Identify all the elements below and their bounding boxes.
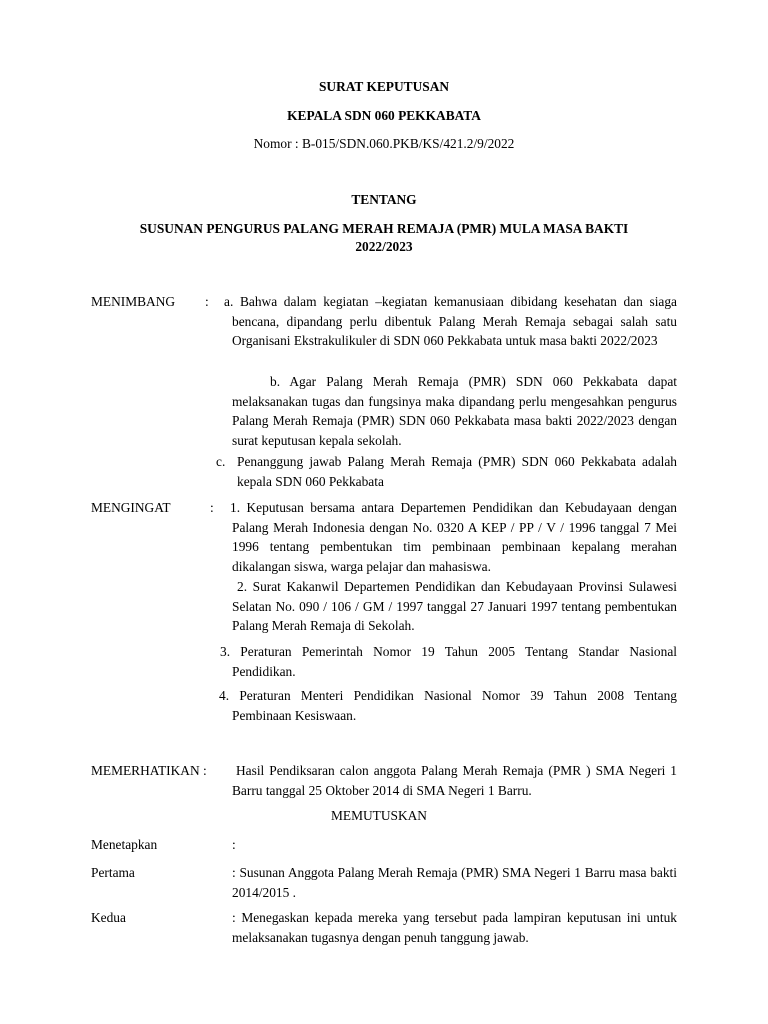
subject-line-2: 2022/2023 (355, 239, 413, 254)
menimbang-item-c-marker: c. (216, 454, 226, 469)
mengingat-item-2: 2. Surat Kakanwil Departemen Pendidikan dan Kebudayaan Provinsi Sulawesi Selatan No. 090 / 106 / GM / 1997 tanggal 27 Januari 1997 tentang pembentukan Palang Merah Remaja di Sekolah. (232, 579, 677, 633)
menimbang-item-a: a. Bahwa dalam kegiatan –kegiatan kemanusiaan dibidang kesehatan dan siaga bencana, dipandang perlu dibentuk Palang Merah Remaja sebagai salah satu Organisani Ekstrakulikuler di SDN 060 Pekkabata untuk masa bakti 2022/2023 (224, 294, 677, 348)
menetapkan-label: Menetapkan (91, 837, 158, 852)
memerhatikan-text: Hasil Pendiksaran calon anggota Palang Merah Remaja (PMR ) SMA Negeri 1 Barru tanggal 25 Oktober 2014 di SMA Negeri 1 Barru. (232, 763, 677, 798)
pertama-text: : Susunan Anggota Palang Merah Remaja (PMR) SMA Negeri 1 Barru masa bakti 2014/2015 . (232, 865, 677, 900)
about-heading: TENTANG (351, 192, 417, 207)
mengingat-item-1: 1. Keputusan bersama antara Departemen Pendidikan dan Kebudayaan dengan Palang Merah Indonesia dengan No. 0320 A KEP / PP / V / 1996 tanggal 7 Mei 1996 tentang pembentukan tim pembinaan pembinaan kepalang merahan dikalangan siswa, warga pelajar dan mahasiswa. (230, 500, 677, 574)
kedua-label: Kedua (91, 910, 126, 925)
mengingat-item-4: 4. Peraturan Menteri Pendidikan Nasional Nomor 39 Tahun 2008 Tentang Pembinaan Kesiswaan. (219, 688, 677, 723)
document-title: SURAT KEPUTUSAN (318, 79, 450, 94)
kedua-text: : Menegaskan kepada mereka yang tersebut pada lampiran keputusan ini untuk melaksanakan tugasnya dengan penuh tanggung jawab. (232, 910, 677, 945)
menimbang-item-c: Penanggung jawab Palang Merah Remaja (PMR) SDN 060 Pekkabata adalah kepala SDN 060 Pekkabata (237, 454, 677, 489)
menetapkan-colon: : (232, 837, 236, 852)
document-number: Nomor : B-015/SDN.060.PKB/KS/421.2/9/2022 (253, 136, 515, 151)
subject-line-1: SUSUNAN PENGURUS PALANG MERAH REMAJA (PMR) MULA MASA BAKTI (139, 221, 629, 236)
menimbang-item-b: b. Agar Palang Merah Remaja (PMR) SDN 060 Pekkabata dapat melaksanakan tugas dan fungsinya maka dipandang perlu mengesahkan pengurus Palang Merah Remaja (PMR) SDN 060 Pekkabata masa bakti 2022/2023 dengan surat keputusan kepala sekolah. (232, 374, 677, 448)
menimbang-label: MENIMBANG (91, 294, 176, 309)
menimbang-colon: : (205, 294, 209, 309)
mengingat-colon: : (210, 500, 214, 515)
pertama-label: Pertama (91, 865, 135, 880)
memutuskan-heading: MEMUTUSKAN (331, 808, 427, 823)
mengingat-label: MENGINGAT (91, 500, 171, 515)
memerhatikan-label: MEMERHATIKAN : (91, 763, 207, 778)
document-subtitle: KEPALA SDN 060 PEKKABATA (287, 108, 481, 123)
mengingat-item-3: 3. Peraturan Pemerintah Nomor 19 Tahun 2005 Tentang Standar Nasional Pendidikan. (220, 644, 677, 679)
